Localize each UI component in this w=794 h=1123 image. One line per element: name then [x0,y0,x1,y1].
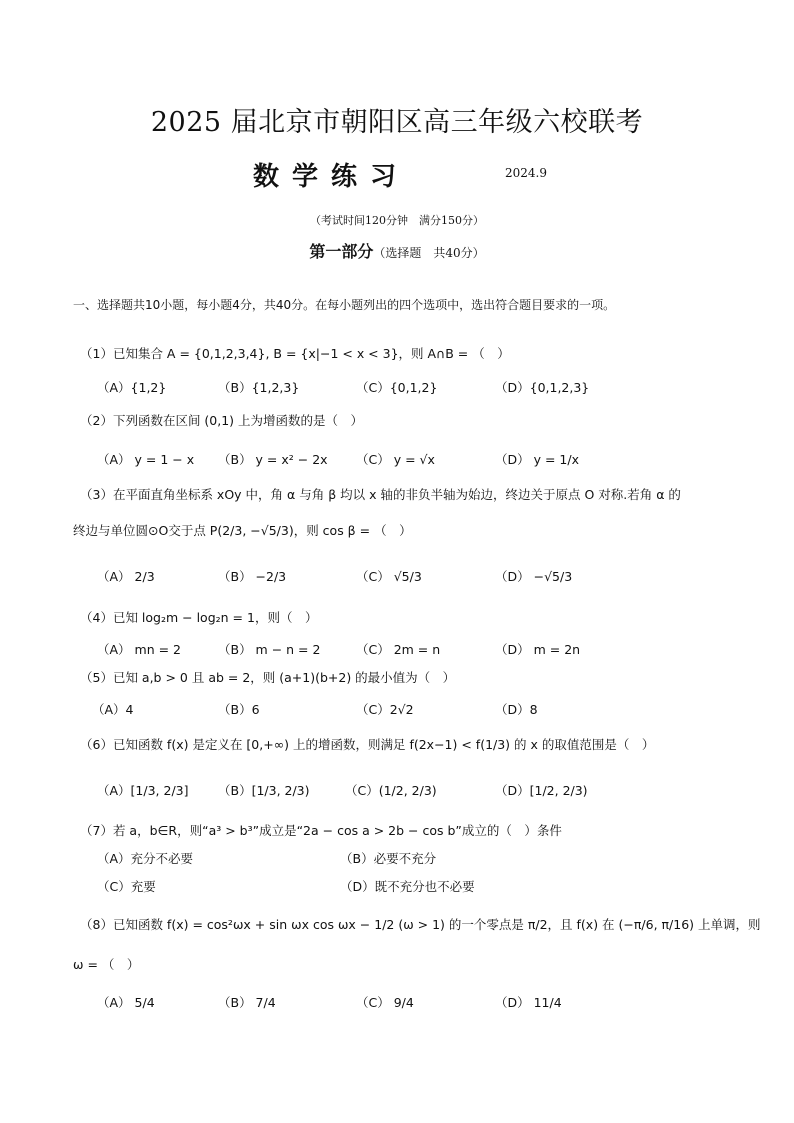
question-7-option-b: （B）必要不充分 [340,851,437,866]
part-heading [0,239,794,262]
question-4-stem: （4）已知 log₂m − log₂n = 1，则（ ） [80,610,318,625]
question-1-stem: （1）已知集合 A = {0,1,2,3,4}, B = {x|−1 < x < 3}，则 A∩B = （ ） [80,346,510,361]
part-title: 第一部分 [309,242,374,261]
question-4-option-a: （A） mn = 2 [97,642,181,657]
exam-title: 2025 届北京市朝阳区高三年级六校联考 [150,107,644,138]
question-7-stem: （7）若 a，b∈R，则“a³ > b³”成立是“2a − cos a > 2b − cos b”成立的（ ）条件 [80,823,562,838]
part-note: （选择题 共40分） [373,246,485,260]
question-4-option-c: （C） 2m = n [356,642,441,657]
question-8-option-a: （A） 5/4 [97,995,155,1010]
question-8-option-c: （C） 9/4 [356,995,414,1010]
question-8-stem: （8）已知函数 f(x) = cos²ωx + sin ωx cos ωx − 1/2 (ω > 1) 的一个零点是 π/2，且 f(x) 在 (−π/6, π/16) 上单调，则 [80,917,761,932]
question-4-option-d: （D） m = 2n [495,642,581,657]
question-1-option-b: （B）{1,2,3} [218,380,300,395]
question-2-option-b: （B） y = x² − 2x [218,452,328,467]
question-5-option-b: （B）6 [218,702,260,717]
question-8-stem-continued: ω = （ ） [73,957,140,972]
question-3-option-c: （C） √5/3 [356,569,422,584]
question-5-stem: （5）已知 a,b > 0 且 ab = 2，则 (a+1)(b+2) 的最小值为（ ） [80,670,456,685]
question-6-option-a: （A）[1/3, 2/3] [97,783,189,798]
question-7-option-c: （C）充要 [97,879,156,894]
question-6-option-d: （D）[1/2, 2/3) [495,783,588,798]
question-4-option-b: （B） m − n = 2 [218,642,321,657]
question-2-option-a: （A） y = 1 − x [97,452,195,467]
question-6-option-c: （C）(1/2, 2/3) [345,783,437,798]
exam-subtitle: 数学练习 [253,162,410,192]
question-1-option-a: （A）{1,2} [97,380,167,395]
question-8-option-b: （B） 7/4 [218,995,276,1010]
question-6-option-b: （B）[1/3, 2/3) [218,783,310,798]
question-6-stem: （6）已知函数 f(x) 是定义在 [0,+∞) 上的增函数，则满足 f(2x−1) < f(1/3) 的 x 的取值范围是（ ） [80,737,655,752]
question-3-option-b: （B） −2/3 [218,569,287,584]
question-1-option-d: （D）{0,1,2,3} [495,380,590,395]
question-8-option-d: （D） 11/4 [495,995,562,1010]
question-7-option-d: （D）既不充分也不必要 [340,879,475,894]
section-instruction: 一、选择题共10小题，每小题4分，共40分。在每小题列出的四个选项中，选出符合题目要求的一项。 [73,298,616,312]
question-3-stem-continued: 终边与单位圆⊙O交于点 P(2/3, −√5/3)，则 cos β = （ ） [73,523,412,538]
question-1-option-c: （C）{0,1,2} [356,380,438,395]
exam-info: （考试时间120分钟 满分150分） [310,214,484,227]
question-7-option-a: （A）充分不必要 [97,851,194,866]
question-2-option-d: （D） y = 1/x [495,452,579,467]
question-2-stem: （2）下列函数在区间 (0,1) 上为增函数的是（ ） [80,413,364,428]
question-3-option-d: （D） −√5/3 [495,569,573,584]
question-3-option-a: （A） 2/3 [97,569,155,584]
question-5-option-d: （D）8 [495,702,538,717]
exam-date: 2024.9 [505,166,547,180]
question-3-stem: （3）在平面直角坐标系 xOy 中，角 α 与角 β 均以 x 轴的非负半轴为始边，终边关于原点 O 对称.若角 α 的 [80,487,681,502]
question-2-option-c: （C） y = √x [356,452,435,467]
question-5-option-a: （A）4 [92,702,134,717]
question-5-option-c: （C）2√2 [356,702,414,717]
